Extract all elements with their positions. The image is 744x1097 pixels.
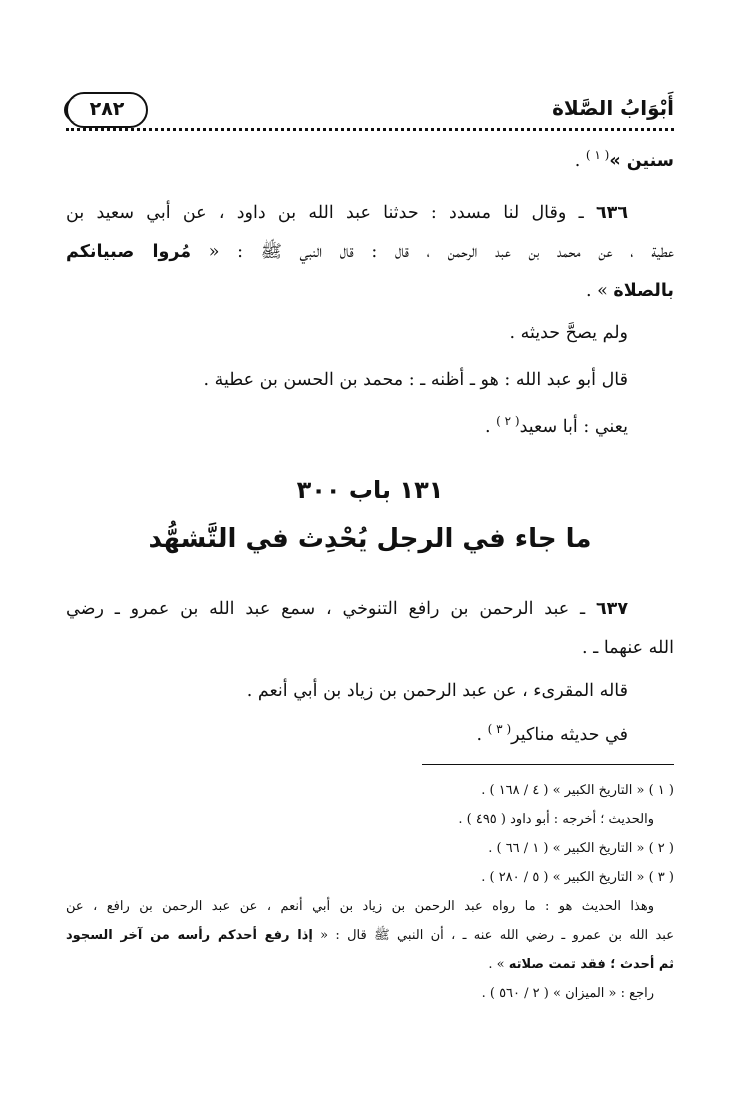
footnote-1: ( ١ ) « التاريخ الكبير » ( ٤ / ١٦٨ ) .: [481, 783, 674, 798]
hadith-636-line2: عطية ، عن محمد بن عبد الرحمن ، قال : قال النبي ﷺ : «: [191, 242, 674, 262]
page-number: ٢٨٢: [66, 92, 148, 128]
paragraph-abu-abdullah: [66, 361, 674, 400]
hadith-number-637: ٦٣٧: [595, 599, 628, 619]
footnote-3-line4: راجع : « الميزان » ( ٢ / ٥٦٠ ) .: [481, 986, 654, 1001]
header-dotted-rule: [66, 128, 674, 131]
hadith-636-line3-end: » .: [586, 281, 614, 301]
footnote-1-note: والحديث ؛ أخرجه : أبو داود ( ٤٩٥ ) .: [458, 812, 654, 827]
hadith-637-line1: ـ عبد الرحمن بن رافع التنوخي ، سمع عبد الله بن عمرو ـ رضي: [66, 599, 596, 619]
footnote-3-line2: عبد الله بن عمرو ـ رضي الله عنه ـ ، أن النبي ﷺ قال : «: [312, 928, 674, 943]
paragraph-qalahu-text: قاله المقرىء ، عن عبد الرحمن بن زياد بن أبي أنعم .: [246, 681, 628, 701]
paragraph-sahh-text: ولم يصحَّ حديثه .: [509, 323, 628, 343]
hadith-number-636: ٦٣٦: [595, 203, 628, 223]
footnote-separator: [422, 764, 674, 765]
footnote-ref-3: ( ٣ ): [487, 722, 512, 737]
chapter-number: ١٣١ باب ٣٠٠: [296, 476, 444, 504]
footnote-3-line2-bold: إذا رفع أحدكم رأسه من آخر السجود: [66, 928, 313, 943]
footnote-2: ( ٢ ) « التاريخ الكبير » ( ١ / ٦٦ ) .: [488, 841, 674, 856]
chapter-title: ما جاء في الرجل يُحْدِث في التَّشهُّد: [148, 524, 592, 554]
hadith-637-line2: الله عنهما ـ .: [582, 638, 674, 658]
paragraph-yani-end: .: [485, 417, 497, 437]
hadith-636-line3-bold: بالصلاة: [613, 281, 674, 301]
continuation-end: .: [574, 151, 586, 171]
footnote-3: ( ٣ ) « التاريخ الكبير » ( ٥ / ٢٨٠ ) .: [481, 870, 674, 885]
continuation-paragraph: [66, 142, 674, 181]
footnote-3-line1: وهذا الحديث هو : ما رواه عبد الرحمن بن زياد بن أبي أنعم ، عن عبد الرحمن بن رافع ، عن: [66, 899, 654, 914]
page-header: [66, 90, 674, 136]
paragraph-yani: [66, 408, 674, 447]
paragraph-sahh: [66, 314, 674, 353]
continuation-text: سنين »: [609, 151, 674, 171]
hadith-637: [66, 590, 674, 668]
paragraph-qalahu: [66, 672, 674, 711]
running-title: أَبْوَابُ الصَّلاة: [552, 96, 674, 120]
footnotes: [66, 776, 674, 1008]
footnote-3-line3-bold: ثم أحدث ؛ فقد تمت صلاته: [508, 957, 674, 972]
hadith-636-line1: ـ وقال لنا مسدد : حدثنا عبد الله بن داود ، عن أبي سعيد بن: [66, 203, 596, 223]
paragraph-manakir: [66, 716, 674, 755]
hadith-636-line2-bold: مُروا صبيانكم: [66, 242, 192, 262]
paragraph-yani-text: يعني : أبا سعيد: [519, 417, 628, 437]
hadith-636: [66, 194, 674, 311]
paragraph-abu-abdullah-text: قال أبو عبد الله : هو ـ أظنه ـ : محمد بن الحسن بن عطية .: [203, 370, 628, 390]
paragraph-manakir-end: .: [476, 725, 488, 745]
footnote-ref-2: ( ٢ ): [496, 414, 520, 429]
footnote-3-line3-end: » .: [488, 957, 509, 972]
footnote-ref-1: ( ١ ): [585, 148, 610, 163]
paragraph-manakir-text: في حديثه مناكير: [511, 725, 628, 745]
